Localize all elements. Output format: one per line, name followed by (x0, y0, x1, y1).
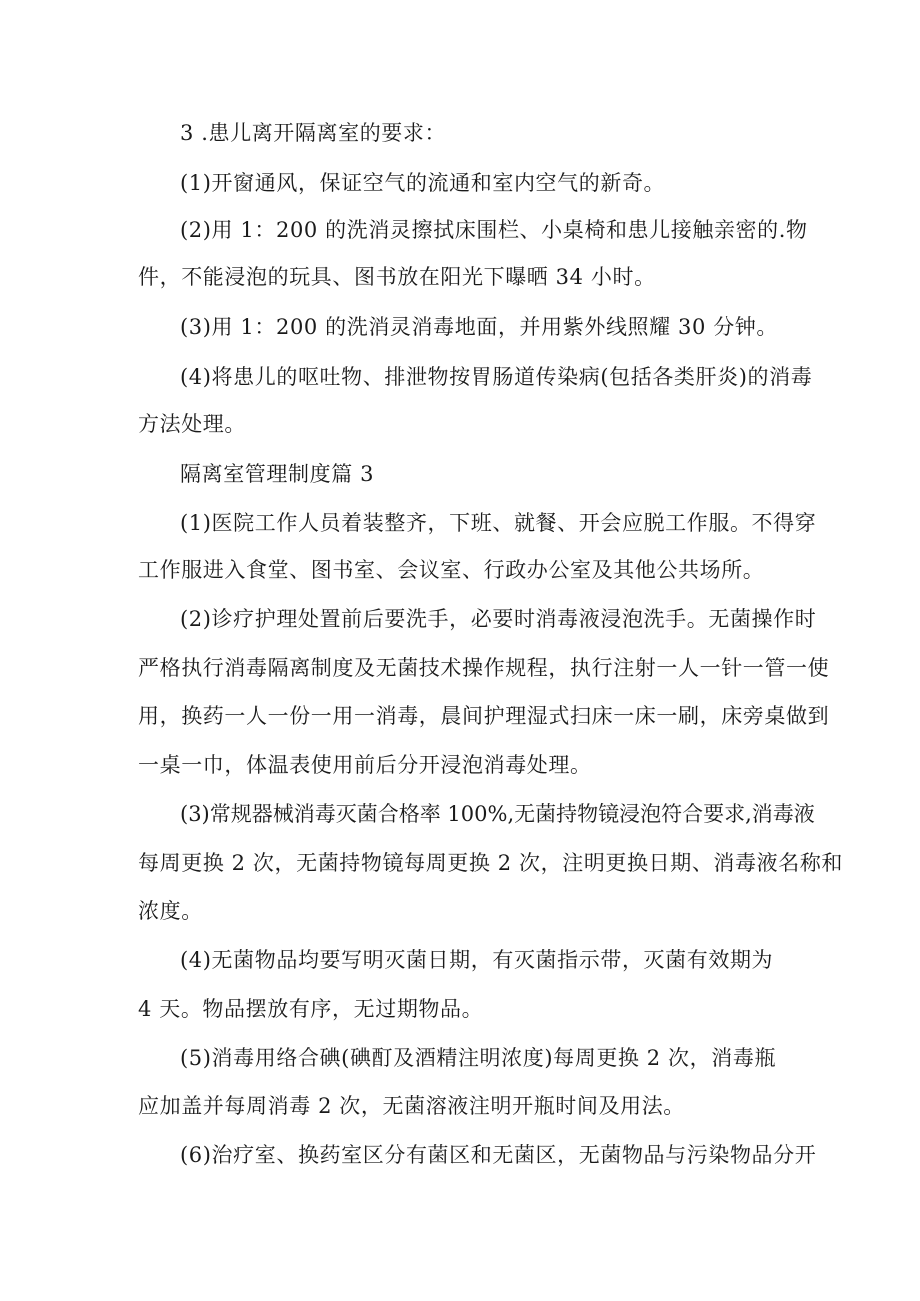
paragraph-line: (2)诊疗护理处置前后要洗手，必要时消毒液浸泡洗手。无菌操作时 (180, 607, 817, 631)
paragraph-line: 应加盖并每周消毒 2 次，无菌溶液注明开瓶时间及用法。 (138, 1094, 685, 1118)
paragraph-line: (3)用 1：200 的洗消灵消毒地面，并用紫外线照耀 30 分钟。 (180, 315, 779, 339)
paragraph-line: 一桌一巾，体温表使用前后分开浸泡消毒处理。 (138, 753, 592, 777)
paragraph-line: (1)开窗通风，保证空气的流通和室内空气的新奇。 (180, 171, 666, 195)
paragraph-line: 4 天。物品摆放有序，无过期物品。 (138, 997, 484, 1021)
section-heading-patient-leaving: 3 .患儿离开隔离室的要求： (180, 121, 447, 145)
paragraph-line: (6)治疗室、换药室区分有菌区和无菌区，无菌物品与污染物品分开 (180, 1143, 817, 1167)
section-heading-isolation-rules: 隔离室管理制度篇 3 (180, 462, 375, 486)
paragraph-line: 工作服进入食堂、图书室、会议室、行政办公室及其他公共场所。 (138, 558, 765, 582)
paragraph-line: (4)将患儿的呕吐物、排泄物按胃肠道传染病(包括各类肝炎)的消毒 (180, 365, 813, 389)
paragraph-line: (2)用 1：200 的洗消灵擦拭床围栏、小桌椅和患儿接触亲密的.物 (180, 218, 808, 242)
paragraph-line: 用，换药一人一份一用一消毒，晨间护理湿式扫床一床一刷，床旁桌做到 (138, 704, 830, 728)
paragraph-line: 浓度。 (138, 899, 203, 923)
paragraph-line: (1)医院工作人员着装整齐，下班、就餐、开会应脱工作服。不得穿 (180, 511, 817, 535)
paragraph-line: (4)无菌物品均要写明灭菌日期，有灭菌指示带，灭菌有效期为 (180, 948, 774, 972)
paragraph-line: 每周更换 2 次，无菌持物镜每周更换 2 次，注明更换日期、消毒液名称和 (138, 851, 844, 875)
paragraph-line: (3)常规器械消毒灭菌合格率 100%,无菌持物镜浸泡符合要求,消毒液 (180, 802, 815, 826)
paragraph-line: (5)消毒用络合碘(碘酊及酒精注明浓度)每周更换 2 次，消毒瓶 (180, 1046, 777, 1070)
paragraph-line: 件，不能浸泡的玩具、图书放在阳光下曝晒 34 小时。 (138, 265, 656, 289)
paragraph-line: 方法处理。 (138, 412, 246, 436)
paragraph-line: 严格执行消毒隔离制度及无菌技术操作规程，执行注射一人一针一管一使 (138, 656, 830, 680)
